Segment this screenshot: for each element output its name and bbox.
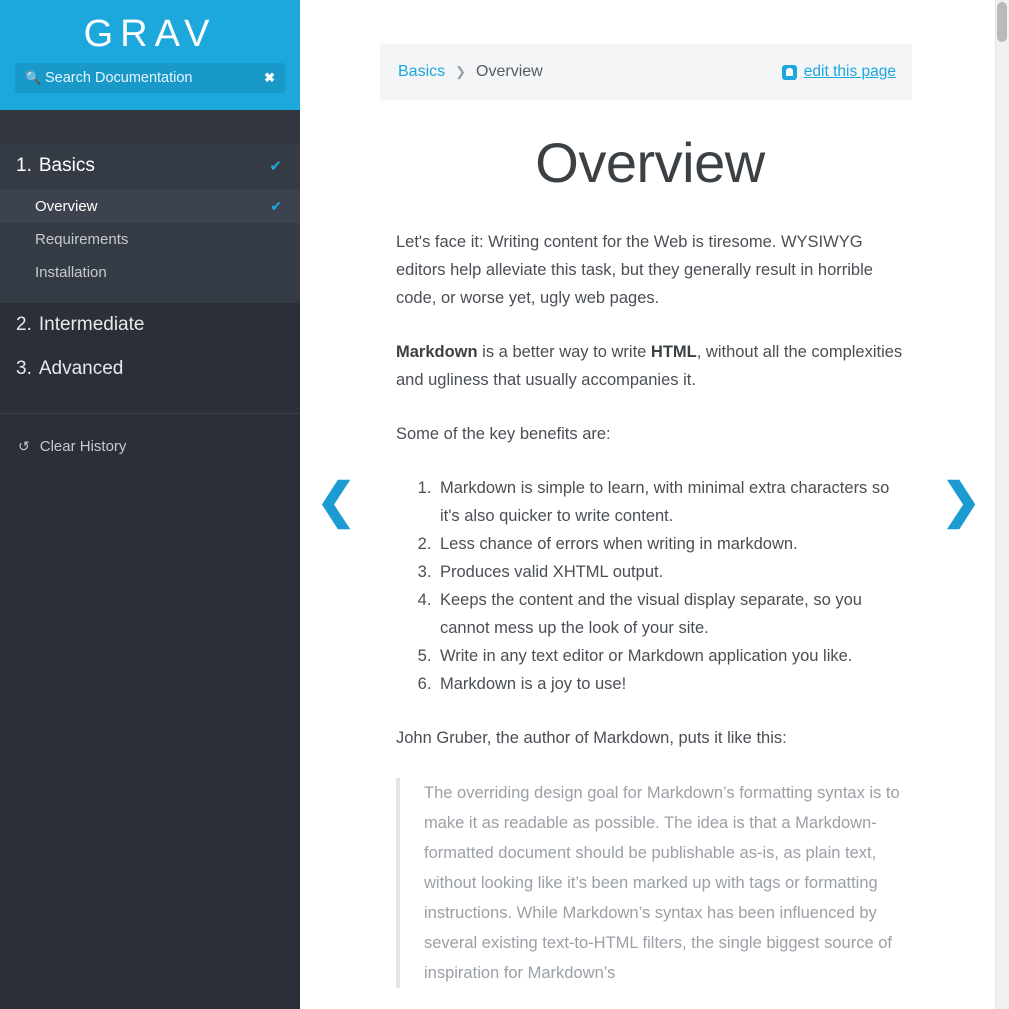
sidebar-item-intermediate[interactable] (0, 303, 300, 347)
article-body (396, 228, 912, 1009)
markdown-text-2: , without all the complexities and ugliness that usually accompanies it. (396, 343, 903, 389)
list-item: 4. Keeps the content and the visual display separate, so you cannot mess up the look of your site. (436, 586, 912, 642)
breadcrumb-item-basics[interactable]: Basics (398, 63, 446, 80)
sidebar-divider (0, 413, 300, 414)
sidebar-sublist-basics (0, 188, 300, 303)
github-icon (782, 65, 797, 80)
html-emphasis: HTML (650, 343, 697, 361)
sidebar-item-requirements[interactable] (0, 223, 300, 256)
breadcrumb (380, 44, 912, 100)
search-input[interactable] (41, 64, 264, 92)
page-title: Overview (535, 131, 765, 194)
chapter-number-2: 2. (16, 314, 32, 335)
search-box[interactable] (15, 63, 285, 93)
previous-page-arrow[interactable]: ❮ (316, 475, 357, 528)
clear-search-icon[interactable]: ✖ (264, 70, 275, 85)
edit-this-page-link[interactable] (782, 63, 896, 81)
paragraph-markdown (396, 338, 912, 394)
vertical-scrollbar[interactable] (995, 0, 1009, 1009)
check-icon: ✔ (269, 158, 282, 175)
clear-history-label: Clear History (39, 437, 127, 455)
list-item: 1. Markdown is simple to learn, with minimal extra characters so it's also quicker to write content. (436, 474, 912, 530)
benefits-list (396, 474, 912, 698)
sidebar-item-installation[interactable] (0, 256, 300, 289)
markdown-text-1: is a better way to write (477, 343, 651, 361)
scrollbar-thumb[interactable] (997, 2, 1007, 42)
sidebar-sub-label-overview: Overview (35, 198, 98, 215)
paragraph-intro: Let's face it: Writing content for the Web is tiresome. WYSIWYG editors help alleviate this task, but they generally result in horrible code, or worse yet, ugly web pages. (396, 233, 873, 307)
chapter-label-3: Advanced (38, 358, 124, 379)
list-item: 5. Write in any text editor or Markdown application you like. (436, 642, 912, 670)
list-item: 3. Produces valid XHTML output. (436, 558, 912, 586)
blockquote-gruber (396, 778, 912, 988)
next-page-arrow[interactable]: ❯ (941, 475, 982, 528)
chapter-number-1: 1. (16, 155, 32, 176)
list-item: 6. Markdown is a joy to use! (436, 670, 912, 698)
list-item: 2. Less chance of errors when writing in markdown. (436, 530, 912, 558)
main-content (300, 0, 1000, 1009)
chapter-number-3: 3. (16, 358, 32, 379)
blockquote-text: The overriding design goal for Markdown’s formatting syntax is to make it as readable as possible. The idea is that a Markdown-formatted document should be publishable as-is, as plain text, without looking like it’s been marked up with tags or formatting instructions. While Markdown’s syntax has been influenced by several existing text-to-HTML filters, the single biggest source of inspiration for Markdown’s (424, 784, 900, 982)
paragraph-gruber-lead: John Gruber, the author of Markdown, puts it like this: (396, 729, 787, 747)
chapter-label-2: Intermediate (38, 314, 145, 335)
paragraph-benefits-lead: Some of the key benefits are: (396, 425, 611, 443)
sidebar-sub-label-requirements: Requirements (35, 231, 129, 248)
breadcrumb-item-overview: Overview (476, 63, 543, 80)
chevron-right-icon: ❯ (455, 64, 467, 79)
sidebar-header (0, 0, 300, 110)
edit-this-page-label: edit this page (803, 63, 896, 80)
chapter-label-1: Basics (38, 155, 95, 176)
check-icon: ✔ (270, 198, 282, 214)
grav-logo: GRAV (83, 13, 217, 55)
sidebar-spacer (0, 110, 300, 144)
sidebar (0, 0, 300, 1009)
sidebar-sub-label-installation: Installation (35, 264, 107, 281)
search-icon: 🔍 (25, 70, 42, 85)
markdown-emphasis: Markdown (396, 343, 478, 361)
sidebar-item-advanced[interactable] (0, 347, 300, 391)
sidebar-item-basics[interactable] (0, 144, 300, 188)
history-icon: ↺ (18, 437, 30, 454)
sidebar-item-overview[interactable] (0, 190, 300, 223)
clear-history-button[interactable] (0, 426, 300, 466)
